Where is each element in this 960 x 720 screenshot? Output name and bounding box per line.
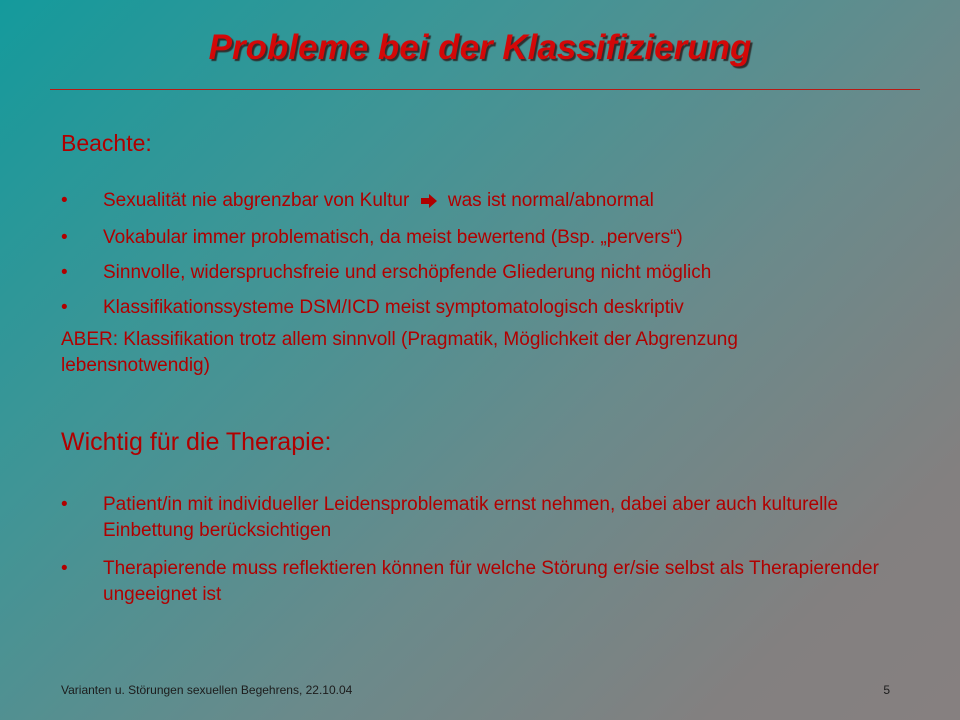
page-number: 5 <box>883 683 890 697</box>
list-item <box>61 492 881 544</box>
list-item-text: was ist normal/abnormal <box>447 190 654 211</box>
section-heading-therapie: Wichtig für die Therapie: <box>61 428 332 456</box>
list-item-text: Therapierende muss reflektieren können für welche Störung er/sie selbst als Therapierender ungeeignet ist <box>103 558 879 605</box>
list-item <box>61 260 881 286</box>
footer-text: Varianten u. Störungen sexuellen Begehrens, 22.10.04 <box>61 683 353 697</box>
list-item <box>61 295 881 321</box>
list-item-text: Sinnvolle, widerspruchsfreie und erschöpfende Gliederung nicht möglich <box>103 262 712 283</box>
list-item <box>61 556 881 608</box>
title-divider <box>50 89 920 90</box>
slide-title: Probleme bei der Klassifizierung <box>208 28 752 67</box>
list-item-text: Klassifikationssysteme DSM/ICD meist symptomatologisch deskriptiv <box>103 297 684 318</box>
list-item-text: Sexualität nie abgrenzbar von Kultur <box>103 190 410 211</box>
bullet-icon: • <box>61 190 68 211</box>
list-item <box>61 188 881 216</box>
section-heading-beachte: Beachte: <box>61 130 152 156</box>
aber-note: ABER: Klassifikation trotz allem sinnvoll (Pragmatik, Möglichkeit der Abgrenzung lebensnotwendig) <box>61 329 738 376</box>
list-item <box>61 225 881 251</box>
list-item-text: Vokabular immer problematisch, da meist bewertend (Bsp. „pervers“) <box>103 227 683 248</box>
bullet-list-therapie <box>61 492 881 620</box>
bullet-list-beachte <box>61 188 881 330</box>
right-arrow-icon <box>421 190 437 216</box>
bullet-icon: • <box>61 227 68 248</box>
bullet-icon: • <box>61 558 68 579</box>
bullet-icon: • <box>61 262 68 283</box>
bullet-icon: • <box>61 494 68 515</box>
list-item-text: Patient/in mit individueller Leidensproblematik ernst nehmen, dabei aber auch kulturelle Einbettung berücksichtigen <box>103 494 839 541</box>
bullet-icon: • <box>61 297 68 318</box>
